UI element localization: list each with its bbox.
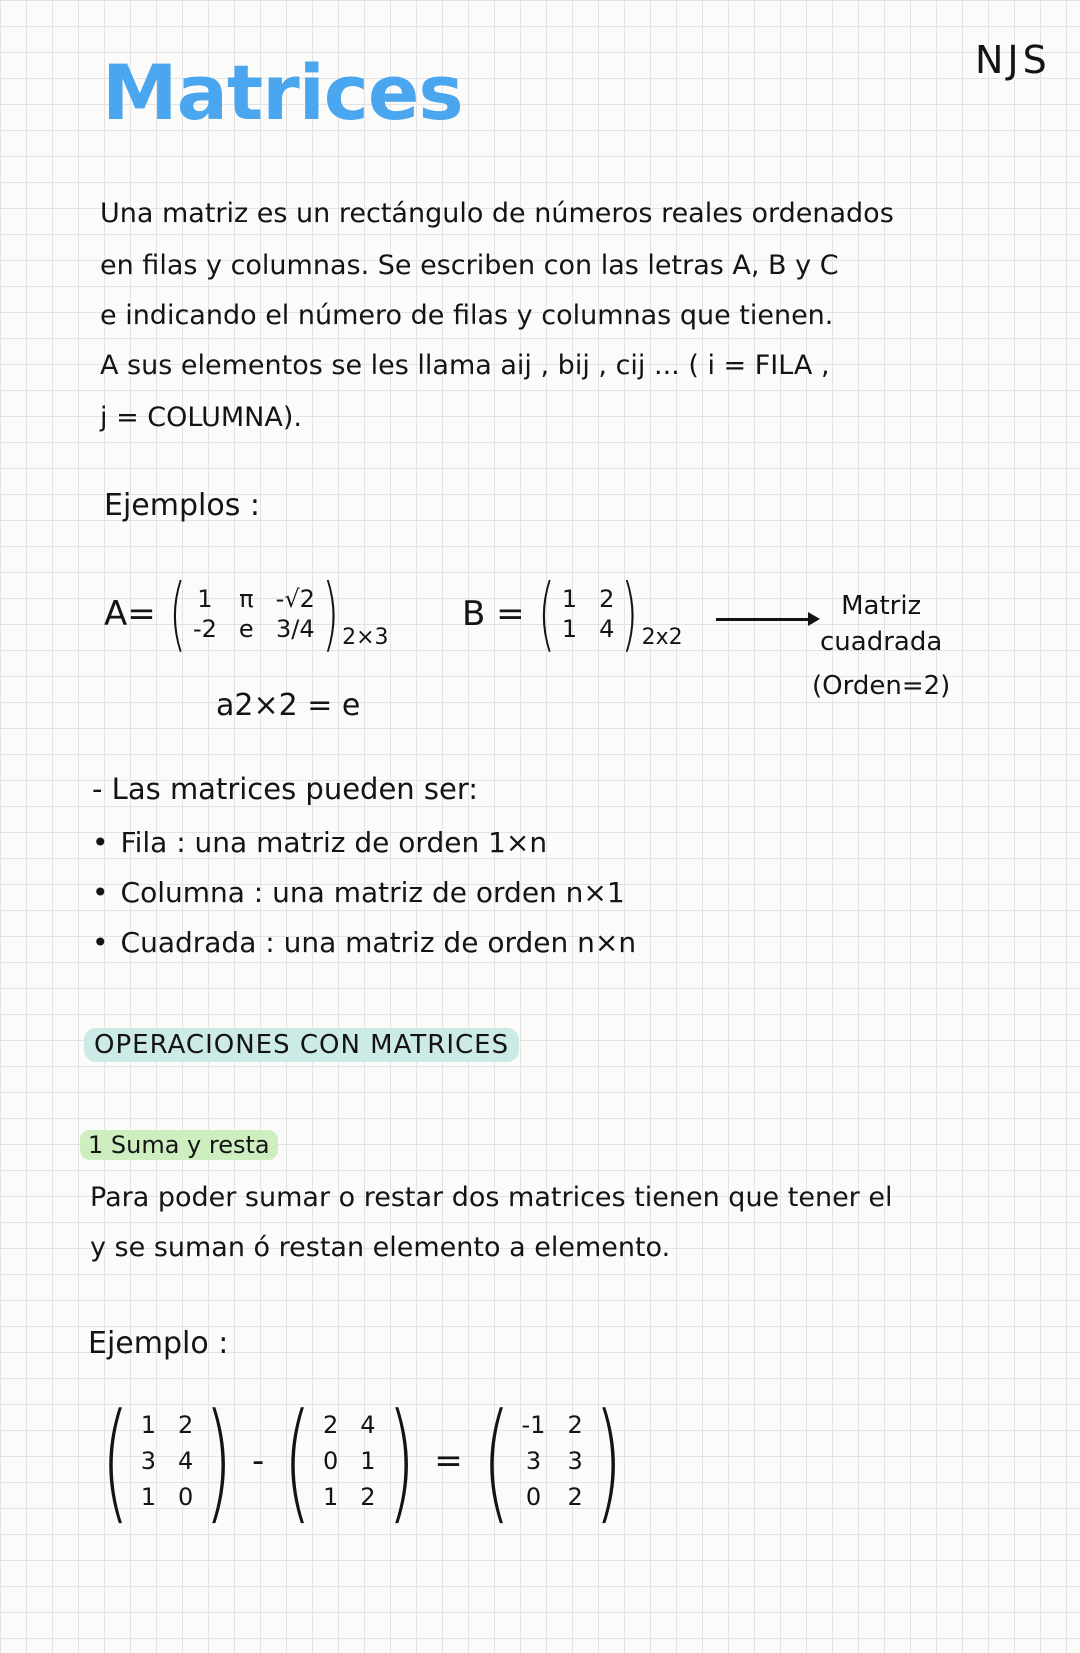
matrix-a-order: 2×3 [342,625,389,650]
left-paren: ( [537,567,555,660]
matrix-a [104,567,389,660]
matrix-cell: 4 [178,1447,194,1475]
right-matrix [323,1411,376,1511]
examples-label: Ejemplos : [104,488,260,523]
subtraction-example [90,1385,633,1537]
intro-line-2: en filas y columnas. Se escriben con las letras A, B y C [100,250,839,281]
matrix-cell: 2 [178,1411,194,1439]
matrix-cell: e [238,615,254,643]
intro-line-3: e indicando el número de filas y columnas que tienen. [100,300,834,331]
matrix-cell: 1 [323,1483,339,1511]
right-paren: ) [594,1385,623,1537]
matrix-cell: 1 [140,1483,156,1511]
author-initials: NJS [975,38,1051,82]
right-paren: ) [386,1385,415,1537]
type-square-matrix: • Cuadrada : una matriz de orden n×n [92,926,636,959]
matrix-cell: 3 [140,1447,156,1475]
left-paren: ( [283,1385,312,1537]
matrix-b-order: 2x2 [641,625,683,650]
matrix-cell: 4 [360,1411,376,1439]
left-paren: ( [101,1385,130,1537]
matrix-cell: 2 [323,1411,339,1439]
matrix-b-grid [562,585,615,643]
matrix-cell: 0 [323,1447,339,1475]
matrix-cell: 1 [561,615,578,643]
types-intro: - Las matrices pueden ser: [92,772,479,806]
matrix-a-name: A= [104,594,156,634]
right-paren: ) [621,567,639,660]
matrix-cell: 0 [178,1483,194,1511]
intro-line-4: A sus elementos se les llama aij , bij , cij ... ( i = FILA , [100,350,830,381]
matrix-cell: 3/4 [275,615,315,643]
matrix-cell: -1 [521,1411,546,1439]
matrix-a-grid [193,585,315,643]
example-label: Ejemplo : [88,1326,229,1361]
operations-heading: OPERACIONES CON MATRICES [84,1028,519,1062]
minus-operator: - [252,1441,265,1481]
left-paren: ( [482,1385,511,1537]
matrix-b-name: B = [462,594,525,634]
matrix-cell: 2 [567,1411,583,1439]
matrix-cell: 1 [360,1447,376,1475]
matrix-cell: 4 [599,615,615,643]
type-row-matrix: • Fila : una matriz de orden 1×n [92,826,547,859]
sum-rule-line-2: y se suman ó restan elemento a elemento. [90,1232,671,1263]
intro-line-5: j = COLUMNA). [100,402,302,433]
matrix-cell: -√2 [275,585,315,613]
left-matrix [141,1411,194,1511]
matrix-b [462,567,683,660]
equals-operator: = [434,1441,463,1481]
matrix-cell: π [239,585,254,613]
note-line: (Orden=2) [812,671,951,701]
square-matrix-note [812,588,950,704]
sum-rule-line-1: Para poder sumar o restar dos matrices tienen que tener el [90,1182,893,1213]
note-line: Matriz [841,591,922,621]
matrix-cell: 1 [561,585,578,613]
matrix-cell: 2 [567,1483,583,1511]
matrix-cell: 1 [197,585,213,613]
result-matrix [522,1411,583,1511]
matrix-a-element-note: a2×2 = e [216,688,361,723]
matrix-cell: 3 [567,1447,583,1475]
type-column-matrix: • Columna : una matriz de orden n×1 [92,876,625,909]
sum-subheading: 1 Suma y resta [80,1130,278,1160]
right-paren: ) [321,567,340,660]
matrix-cell: 0 [525,1483,542,1511]
matrix-cell: 2 [360,1483,376,1511]
right-paren: ) [204,1385,233,1537]
left-paren: ( [168,567,186,660]
matrix-cell: -2 [192,615,217,643]
intro-line-1: Una matriz es un rectángulo de números reales ordenados [100,198,894,229]
matrix-cell: 1 [140,1411,156,1439]
matrix-cell: 3 [525,1447,542,1475]
note-line: cuadrada [820,627,943,657]
page-title: Matrices [102,48,463,137]
arrow-icon [716,618,814,621]
matrix-cell: 2 [599,585,615,613]
